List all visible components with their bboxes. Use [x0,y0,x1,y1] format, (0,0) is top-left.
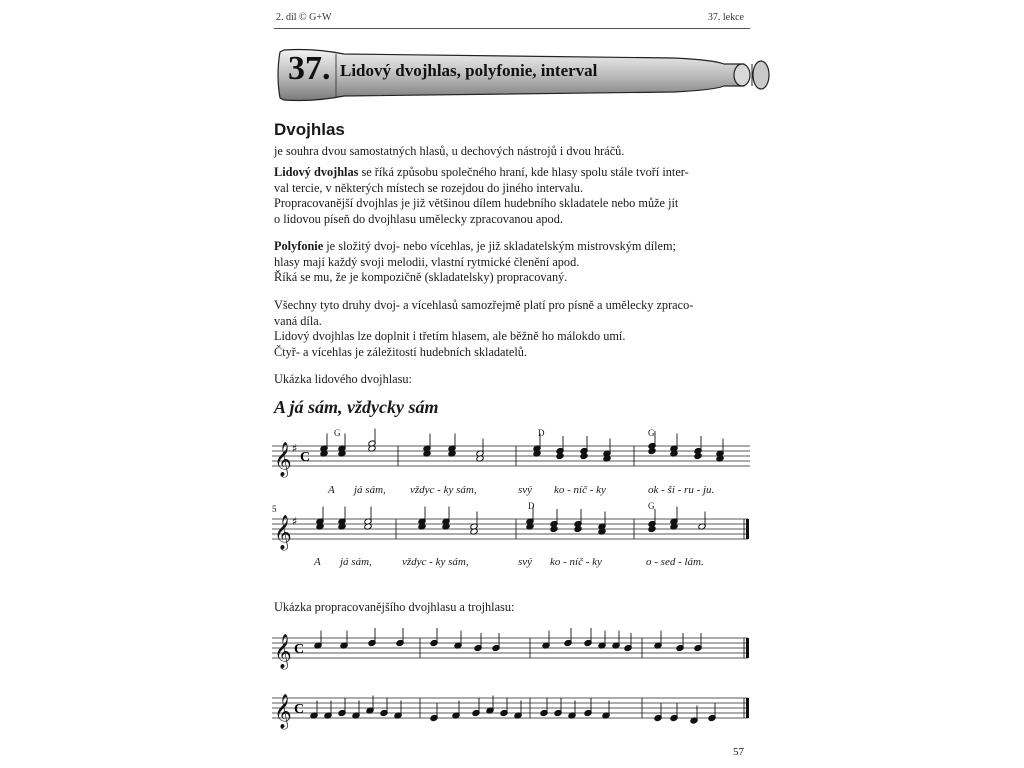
lyric: ok - ši - ru - ju. [648,484,715,496]
chord-label: G [334,428,341,438]
polyfonie-paragraph [274,239,754,286]
header-right: 37. lekce [707,12,744,23]
header-divider [274,28,750,29]
chord-label: G [648,501,655,511]
example2-label: Ukázka propracovanějšího dvojhlasu a trojhlasu: [274,600,515,614]
polyfonie-line1: je složitý dvoj- nebo vícehlas, je již skladatelským mistrovským dílem; [323,239,676,253]
chord-label: D [528,501,535,511]
music-staff-1 [262,440,752,480]
time-signature: C [300,450,311,465]
polyfonie-line3: Říká se mu, že je kompozičně (skladatelsky) propracovaný. [274,270,568,284]
treble-clef-icon: 𝄞 [274,442,292,477]
lesson-number: 37. [288,50,331,87]
final-barline [746,519,749,539]
lyric: A [328,484,335,496]
lyric: ko - níč - ky [554,484,606,496]
final-barline [746,698,749,718]
polyfonie-term: Polyfonie [274,239,324,253]
lyric: svý [518,556,533,568]
vsechny-line4: Čtyř- a vícehlas je záležitostí hudebních skladatelů. [274,344,528,359]
page-number: 57 [733,746,744,758]
lidovy-line2: val tercie, v některých místech se rozejdou do jiného intervalu. [274,180,584,195]
treble-clef-icon: 𝄞 [274,634,292,669]
key-sharp-icon: ♯ [292,442,298,455]
lesson-title: Lidový dvojhlas, polyfonie, interval [340,61,598,80]
chord-label: D [538,428,545,438]
page [262,0,762,768]
music-staff-2 [262,513,752,553]
chord-label: G [648,428,655,438]
lyric: já sám, [340,556,372,568]
music-staff-3 [262,632,752,672]
section-heading: Dvojhlas [274,120,345,139]
lidovy-line3: Propracovanější dvojhlas je již většinou dílem hudebního skladatele nebo může jít [274,196,679,210]
vsechny-line3: Lidový dvojhlas lze doplnit i třetím hlasem, ale běžně ho málokdo umí. [274,329,626,343]
lyric: vždyc - ky sám, [410,484,477,496]
key-sharp-icon: ♯ [292,515,298,528]
example1-label: Ukázka lidového dvojhlasu: [274,372,412,386]
lesson-banner [274,40,770,110]
polyfonie-line2: hlasy mají každý svoji melodii, vlastní rytmické členění apod. [274,254,580,269]
music-staff-4 [262,692,752,732]
lyric: ko - níč - ky [550,556,602,568]
lyric: o - sed - lám. [646,556,704,568]
time-signature: C [294,702,305,717]
time-signature: C [294,642,305,657]
final-barline [746,638,749,658]
lyric: já sám, [354,484,386,496]
lidovy-term: Lidový dvojhlas [274,165,359,179]
treble-clef-icon: 𝄞 [274,515,292,550]
measure-number: 5 [272,504,277,514]
vsechny-line1: Všechny tyto druhy dvoj- a vícehlasů samozřejmě platí pro písně a umělecky zpraco- [274,298,694,312]
lidovy-paragraph [274,165,754,227]
lidovy-line4: o lidovou píseň do dvojhlasu umělecky zpracovanou apod. [274,211,563,226]
header-left: 2. díl © G+W [276,12,332,23]
lidovy-line1: se říká způsobu společného hraní, kde hlasy spolu stále tvoří inter- [358,165,689,179]
definition-text: je souhra dvou samostatných hlasů, u dechových nástrojů i dvou hráčů. [274,144,625,158]
lyric: vždyc - ky sám, [402,556,469,568]
song-title: A já sám, vždycky sám [274,397,439,417]
lyric: A [314,556,321,568]
lyric: svý [518,484,533,496]
vsechny-paragraph [274,298,754,360]
treble-clef-icon: 𝄞 [274,694,292,729]
vsechny-line2: vaná díla. [274,313,322,328]
